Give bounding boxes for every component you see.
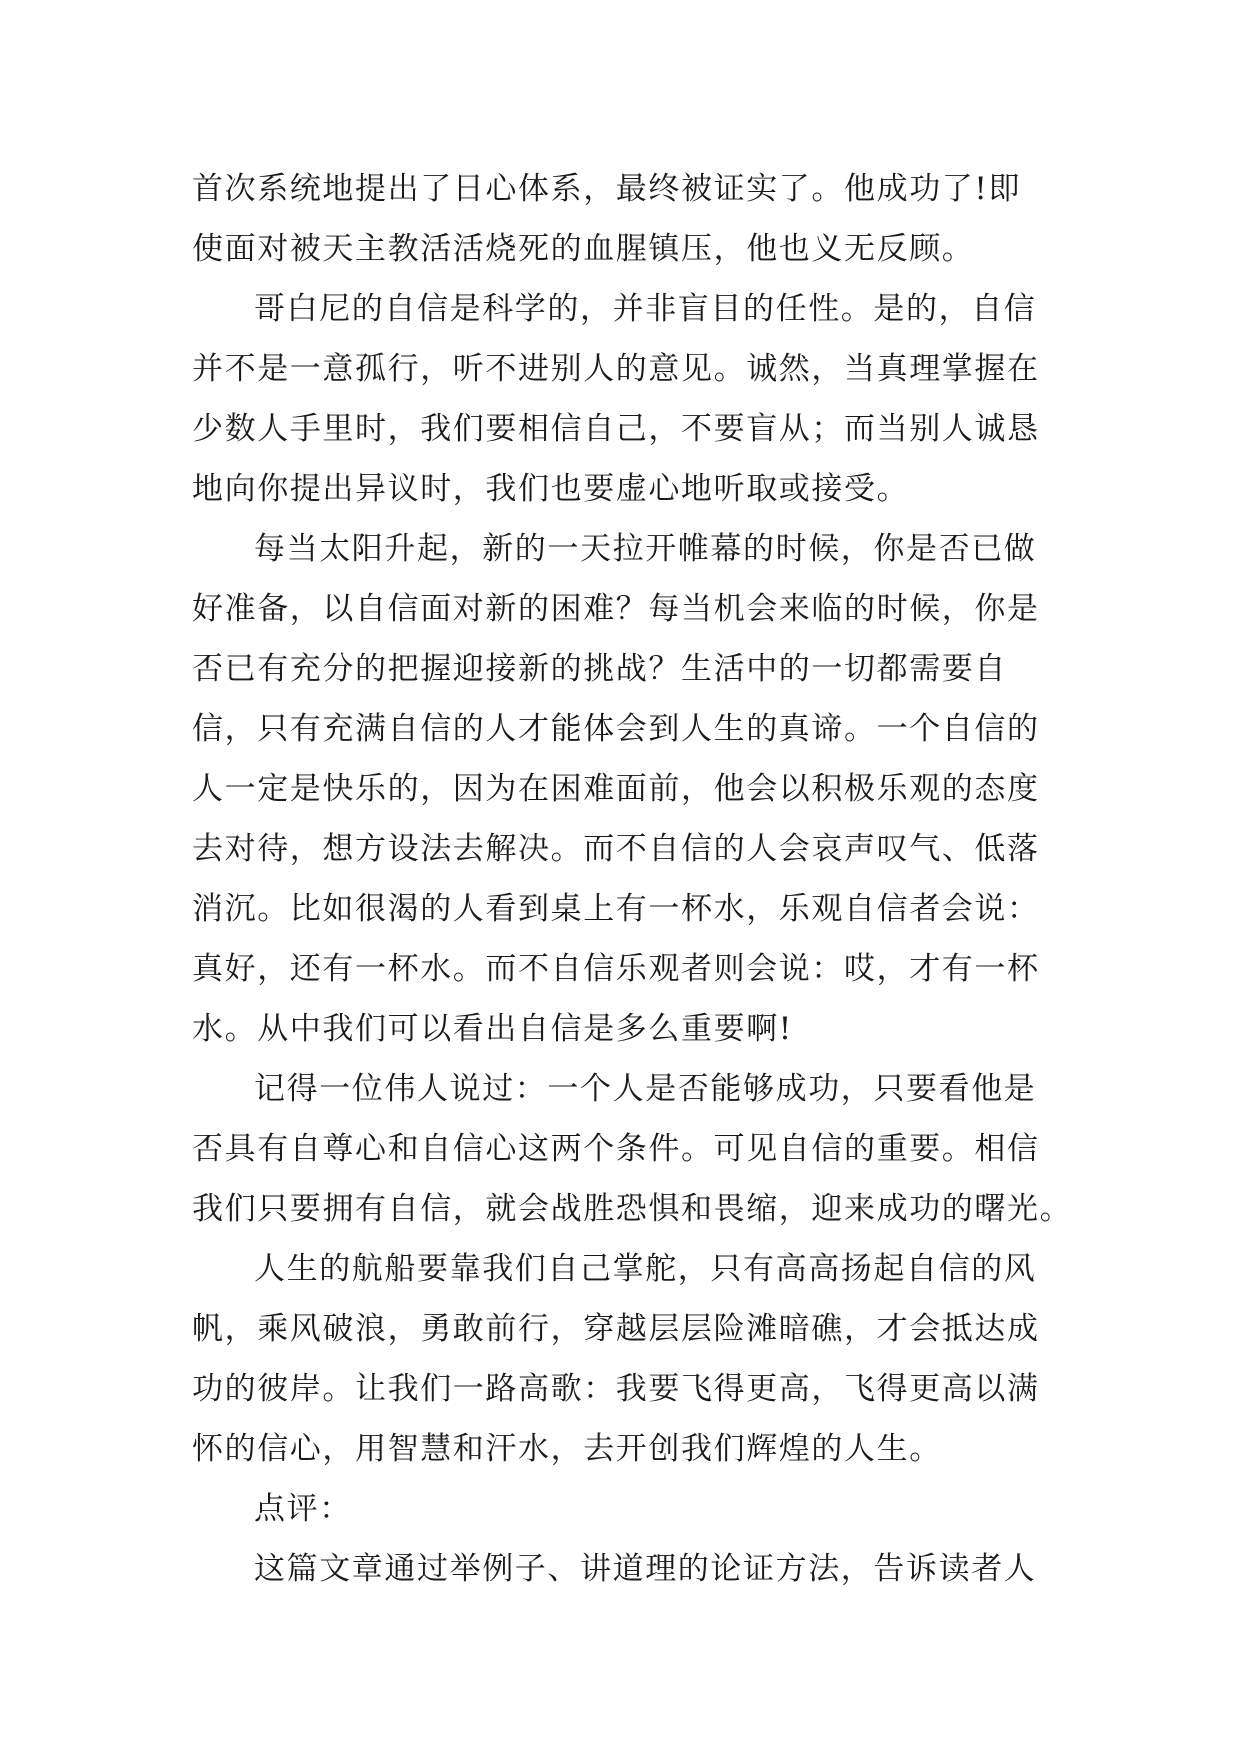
text-line: 首次系统地提出了日心体系，最终被证实了。他成功了!即 <box>192 171 1022 207</box>
text-line: 信，只有充满自信的人才能体会到人生的真谛。一个自信的 <box>192 711 1040 747</box>
paragraph-start-line: 哥白尼的自信是科学的，并非盲目的任性。是的，自信 <box>254 291 1037 327</box>
text-line: 功的彼岸。让我们一路高歌：我要飞得更高，飞得更高以满 <box>192 1371 1040 1407</box>
text-line: 帆，乘风破浪，勇敢前行，穿越层层险滩暗礁，才会抵达成 <box>192 1311 1040 1347</box>
text-line: 去对待，想方设法去解决。而不自信的人会哀声叹气、低落 <box>192 831 1040 867</box>
text-line: 使面对被天主教活活烧死的血腥镇压，他也义无反顾。 <box>192 231 975 267</box>
review-heading: 点评： <box>254 1491 352 1527</box>
text-line: 否已有充分的把握迎接新的挑战？生活中的一切都需要自 <box>192 651 1007 687</box>
text-line: 水。从中我们可以看出自信是多么重要啊! <box>192 1011 793 1047</box>
paragraph-start-line: 人生的航船要靠我们自己掌舵，只有高高扬起自信的风 <box>254 1251 1037 1287</box>
paragraph-start-line: 记得一位伟人说过：一个人是否能够成功，只要看他是 <box>254 1071 1037 1107</box>
text-line: 好准备，以自信面对新的困难？每当机会来临的时候，你是 <box>192 591 1040 627</box>
text-line: 真好，还有一杯水。而不自信乐观者则会说：哎，才有一杯 <box>192 951 1040 987</box>
text-line: 我们只要拥有自信，就会战胜恐惧和畏缩，迎来成功的曙光。 <box>192 1191 1073 1227</box>
text-line: 地向你提出异议时，我们也要虚心地听取或接受。 <box>192 471 910 507</box>
text-line: 少数人手里时，我们要相信自己，不要盲从；而当别人诚恳 <box>192 411 1040 447</box>
text-line: 消沉。比如很渴的人看到桌上有一杯水，乐观自信者会说： <box>192 891 1040 927</box>
text-line: 并不是一意孤行，听不进别人的意见。诚然，当真理掌握在 <box>192 351 1040 387</box>
document-body <box>192 159 1073 1599</box>
text-line: 怀的信心，用智慧和汗水，去开创我们辉煌的人生。 <box>192 1431 942 1467</box>
paragraph-start-line: 每当太阳升起，新的一天拉开帷幕的时候，你是否已做 <box>254 531 1037 567</box>
text-line: 否具有自尊心和自信心这两个条件。可见自信的重要。相信 <box>192 1131 1040 1167</box>
paragraph-start-line: 这篇文章通过举例子、讲道理的论证方法，告诉读者人 <box>254 1551 1037 1587</box>
text-line: 人一定是快乐的，因为在困难面前，他会以积极乐观的态度 <box>192 771 1040 807</box>
